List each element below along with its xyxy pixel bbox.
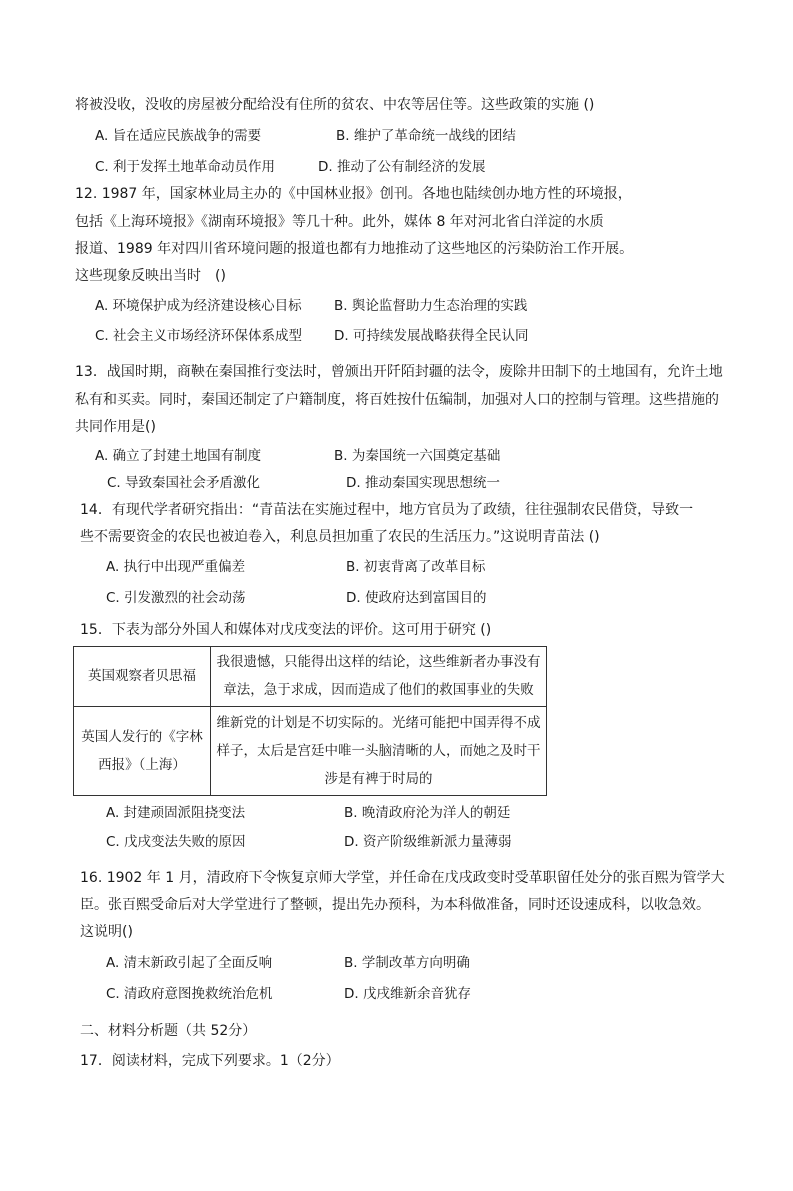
source-line: 英国观察者贝思福 xyxy=(88,668,196,685)
evaluation-line: 我很遗憾，只能得出这样的结论，这些维新者办事没有 xyxy=(216,654,541,671)
evaluation-line: 涉是有裨于时局的 xyxy=(324,770,433,787)
q15-option-b[interactable]: B. 晚清政府沦为洋人的朝廷 xyxy=(344,805,511,821)
table-row xyxy=(74,647,547,707)
q16-option-c[interactable]: C. 清政府意图挽救统治危机 xyxy=(106,986,273,1002)
q13-stem-1: 13．战国时期，商鞅在秦国推行变法时，曾颁出开阡陌封疆的法令，废除井田制下的土地国有，允许土地 xyxy=(75,364,723,380)
q16-stem-1: 16. 1902 年 1 月，清政府下令恢复京师大学堂，并任命在戊戌政变时受革职留任处分的张百熙为管学大 xyxy=(80,870,725,886)
q12-option-c[interactable]: C. 社会主义市场经济环保体系成型 xyxy=(95,328,303,344)
q11-option-c[interactable]: C. 利于发挥土地革命动员作用 xyxy=(95,159,276,175)
q13-option-c[interactable]: C. 导致秦国社会矛盾激化 xyxy=(107,475,261,491)
q17-stem: 17．阅读材料，完成下列要求。1（2分） xyxy=(80,1053,340,1069)
evaluation-line: 样子，太后是宫廷中唯一头脑清晰的人，而她之及时干 xyxy=(216,742,541,759)
q12-stem-3: 报道、1989 年对四川省环境问题的报道也都有力地推动了这些地区的污染防治工作开展。 xyxy=(75,241,634,257)
q12-option-b[interactable]: B. 舆论监督助力生态治理的实践 xyxy=(334,298,528,314)
table-cell-evaluation xyxy=(211,706,547,795)
q13-option-d[interactable]: D. 推动秦国实现思想统一 xyxy=(346,475,500,491)
q16-stem-2: 臣。张百熙受命后对大学堂进行了整顿，提出先办预科，为本科做准备，同时还设速成科，以收急效。 xyxy=(80,897,710,913)
q15-option-d[interactable]: D. 资产阶级维新派力量薄弱 xyxy=(344,834,512,850)
q14-option-a[interactable]: A. 执行中出现严重偏差 xyxy=(106,559,246,575)
q12-stem-2: 包括《上海环境报》《湖南环境报》等几十种。此外，媒体 8 年对河北省白洋淀的水质 xyxy=(75,214,604,230)
table-cell-source xyxy=(74,706,211,795)
source-line: 英国人发行的《字林 xyxy=(81,728,203,745)
q12-stem-4: 这些现象反映出当时 () xyxy=(75,268,226,284)
q14-option-b[interactable]: B. 初衷背离了改革目标 xyxy=(346,559,486,575)
q11-option-b[interactable]: B. 维护了革命统一战线的团结 xyxy=(336,128,516,144)
q15-option-a[interactable]: A. 封建顽固派阻挠变法 xyxy=(106,805,246,821)
q14-stem-2: 些不需要资金的农民也被迫卷入，利息员担加重了农民的生活压力。”这说明青苗法 () xyxy=(80,529,600,545)
q14-option-d[interactable]: D. 使政府达到富国目的 xyxy=(346,590,487,606)
evaluation-table xyxy=(73,646,547,796)
q16-option-b[interactable]: B. 学制改革方向明确 xyxy=(344,955,470,971)
q11-stem-tail: 将被没收，没收的房屋被分配给没有住所的贫农、中农等居住等。这些政策的实施 () xyxy=(75,97,595,113)
q16-option-a[interactable]: A. 清末新政引起了全面反响 xyxy=(106,955,273,971)
table-row xyxy=(74,706,547,795)
source-line: 西报》（上海） xyxy=(98,756,186,773)
q12-option-a[interactable]: A. 环境保护成为经济建设核心目标 xyxy=(95,298,302,314)
q15-option-c[interactable]: C. 戊戌变法失败的原因 xyxy=(106,834,246,850)
section-2-heading: 二、材料分析题（共 52分） xyxy=(80,1023,257,1039)
q11-option-d[interactable]: D. 推动了公有制经济的发展 xyxy=(318,159,486,175)
table-cell-source xyxy=(74,647,211,707)
q12-option-d[interactable]: D. 可持续发展战略获得全民认同 xyxy=(334,328,529,344)
q13-stem-2: 私有和买卖。同时，秦国还制定了户籍制度，将百姓按什伍编制，加强对人口的控制与管理。这些措施的 xyxy=(75,392,719,408)
q12-stem-1: 12. 1987 年，国家林业局主办的《中国林业报》创刊。各地也陆续创办地方性的环境报， xyxy=(75,186,632,202)
q15-stem: 15．下表为部分外国人和媒体对戊戌变法的评价。这可用于研究 () xyxy=(80,622,492,638)
q16-option-d[interactable]: D. 戊戌维新余音犹存 xyxy=(344,986,471,1002)
q16-stem-3: 这说明() xyxy=(80,924,133,940)
q11-option-a[interactable]: A. 旨在适应民族战争的需要 xyxy=(95,128,262,144)
q14-option-c[interactable]: C. 引发激烈的社会动荡 xyxy=(106,590,246,606)
q13-option-b[interactable]: B. 为秦国统一六国奠定基础 xyxy=(334,448,501,464)
evaluation-line: 维新党的计划是不切实际的。光绪可能把中国弄得不成 xyxy=(216,714,541,731)
q14-stem-1: 14．有现代学者研究指出：“青苗法在实施过程中，地方官员为了政绩，往往强制农民借贷，导致一 xyxy=(80,502,694,518)
q13-option-a[interactable]: A. 确立了封建土地国有制度 xyxy=(95,448,262,464)
table-cell-evaluation xyxy=(211,647,547,707)
evaluation-line: 章法，急于求成，因而造成了他们的救国事业的失败 xyxy=(223,682,534,699)
q13-stem-3: 共同作用是() xyxy=(75,419,156,435)
